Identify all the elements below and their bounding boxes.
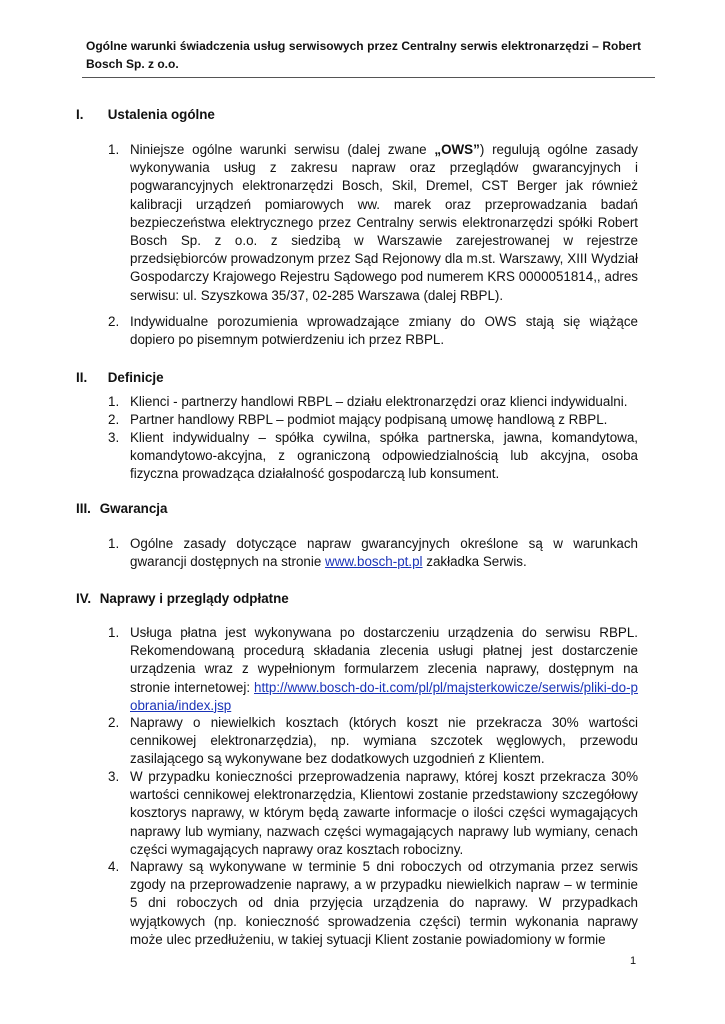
document-header: Ogólne warunki świadczenia usług serwisowych przez Centralny serwis elektronarzędzi – Robert Bosch Sp. z o.o.: [86, 39, 641, 71]
section-heading-4: [76, 590, 289, 608]
item-number: 3.: [108, 769, 120, 784]
item-text: Partner handlowy RBPL – podmiot mający podpisaną umowę handlową z RBPL.: [130, 412, 608, 427]
section-heading-1: [76, 106, 215, 124]
section-heading-3: [76, 500, 167, 518]
item-text: Naprawy są wykonywane w terminie 5 dni roboczych od otrzymania przez serwis zgody na przeprowadzenie naprawy, a w przypadku niewielkich napraw – w terminie 5 dni roboczych od dnia przyjęcia urządzenia do naprawy. W przypadkach wyjątkowych (np. konieczność sprowadzenia części) termin wykonania naprawy może ulec przedłużeniu, w takiej sytuacji Klient zostanie powiadomiony w formie: [130, 859, 638, 947]
section-number: I.: [76, 107, 84, 122]
section-number: III.: [76, 501, 91, 516]
item-number: 1.: [108, 142, 120, 157]
section-title: Gwarancja: [99, 501, 168, 516]
item-text: Klient indywidualny – spółka cywilna, spółka partnerska, jawna, komandytowa, komandytowo-akcyjna, z ograniczoną odpowiedzialnością lub akcyjna, osoba fizyczna prowadząca działalność gospodarczą lub konsument.: [130, 430, 638, 482]
item-number: 2.: [108, 715, 120, 730]
section-number: IV.: [76, 591, 92, 606]
list-item: [108, 141, 638, 305]
section-title: Ustalenia ogólne: [107, 107, 215, 122]
item-number: 2.: [108, 314, 120, 329]
list-item: [108, 768, 638, 859]
item-text: Indywidualne porozumienia wprowadzające zmiany do OWS stają się wiążące dopiero po pisemnym potwierdzeniu ich przez RBPL.: [130, 314, 638, 348]
item-number: 4.: [108, 859, 120, 874]
item-text: Ogólne zasady dotyczące napraw gwarancyjnych określone są w warunkach gwarancji dostępnych na stronie www.bosch-pt.pl zakładka Serwis.: [130, 536, 638, 570]
item-text: Naprawy o niewielkich kosztach (których koszt nie przekracza 30% wartości cennikowej elektronarzędzia), np. wymiana szczotek węglowych, przewodu zasilającego są wykonywane bez dodatkowych uzgodnień z Klientem.: [130, 715, 638, 767]
ows-term: „OWS”: [434, 142, 480, 157]
section-title: Naprawy i przeglądy odpłatne: [99, 591, 289, 606]
section-title: Definicje: [107, 370, 164, 385]
list-item: [108, 429, 638, 484]
item-text: Klienci - partnerzy handlowi RBPL – działu elektronarzędzi oraz klienci indywidualni.: [130, 394, 628, 409]
item-text: Niniejsze ogólne warunki serwisu (dalej zwane „OWS”) regulują ogólne zasady wykonywania usług z zakresu napraw oraz przeglądów gwarancyjnych i pogwarancyjnych elektronarzędzi Bosch, Skil, Dremel, CST Berger jak również kalibracji urządzeń pomiarowych ww. marek oraz przeprowadzania badań bezpieczeństwa elektrycznego przez Centralny serwis elektronarzędzi spółki Robert Bosch Sp. z o.o. z siedzibą w Warszawie zarejestrowanej w rejestrze przedsiębiorców prowadzonym przez Sąd Rejonowy dla m.st. Warszawy, XIII Wydział Gospodarczy Krajowego Rejestru Sądowego pod numerem KRS 0000051814,, adres serwisu: ul. Szyszkowa 35/37, 02-285 Warszawa (dalej RBPL).: [130, 142, 638, 303]
page-number: 1: [630, 955, 637, 967]
list-item: [108, 535, 638, 571]
item-text: Usługa płatna jest wykonywana po dostarczeniu urządzenia do serwisu RBPL. Rekomendowaną procedurą składania zlecenia usługi płatnej jest dostarczenie urządzenia wraz z wypełnionym formularzem zlecenia naprawy, dostępnym na stronie internetowej: http://www.bosch-do-it.com/pl/pl/majsterkowicze/serwis/pliki-do-pobrania/index.jsp: [130, 625, 638, 713]
list-item: [108, 624, 638, 715]
bosch-pt-link[interactable]: www.bosch-pt.pl: [325, 554, 423, 570]
list-item: [108, 393, 638, 411]
section-number: II.: [76, 370, 88, 385]
item-text: W przypadku konieczności przeprowadzenia naprawy, której koszt przekracza 30% wartości cennikowej elektronarzędzia, Klientowi zostanie przedstawiony szczegółowy kosztorys naprawy, w którym będą zawarte informacje o ilości części wymagających naprawy lub wymiany, nazwach części wymagających naprawy lub wymiany, cenach części wymagających naprawy oraz kosztach robocizny.: [130, 769, 638, 857]
item-number: 3.: [108, 430, 120, 445]
list-item: [108, 411, 638, 429]
list-item: [108, 313, 638, 349]
list-item: [108, 714, 638, 769]
item-number: 1.: [108, 625, 120, 640]
item-number: 1.: [108, 536, 120, 551]
item-number: 1.: [108, 394, 120, 409]
list-item: [108, 858, 638, 949]
item-number: 2.: [108, 412, 120, 427]
section-heading-2: [76, 369, 164, 387]
service-forms-link[interactable]: http://www.bosch-do-it.com/pl/pl/majsterkowicze/serwis/pliki-do-pobrania/index.jsp: [130, 679, 638, 713]
header-divider: [82, 77, 655, 78]
